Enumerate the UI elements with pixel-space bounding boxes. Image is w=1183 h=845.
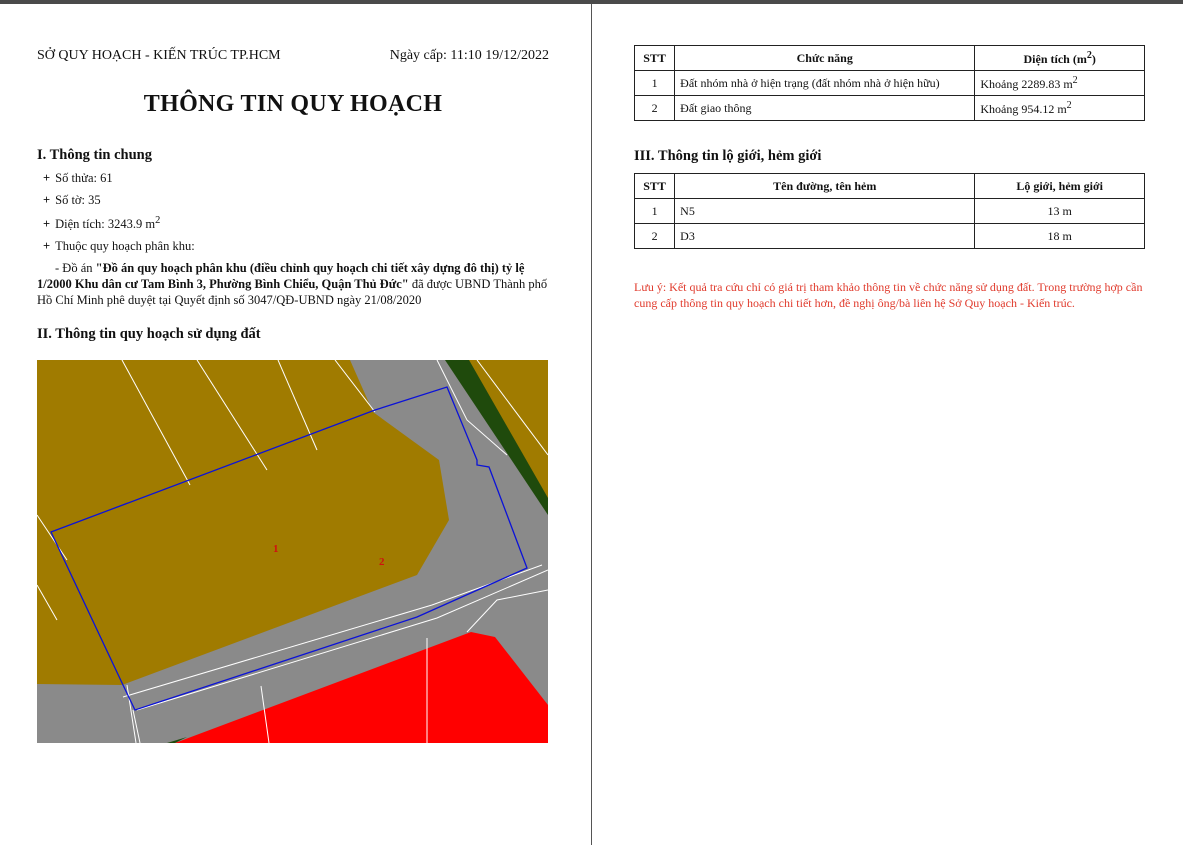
plus-bullet: + <box>43 193 51 207</box>
right-page <box>634 45 1145 311</box>
table-header-row <box>635 174 1145 199</box>
col-stt: STT <box>635 174 675 199</box>
document-header <box>37 44 549 68</box>
col-function: Chức năng <box>675 46 975 71</box>
plus-bullet: + <box>43 217 51 232</box>
table-row: 1 Đất nhóm nhà ở hiện trạng (đất nhóm nhà ở hiện hữu) Khoảng 2289.83 $m^2$ <box>635 71 1145 96</box>
table-row: 2 D3 18 m <box>635 224 1145 249</box>
plus-bullet: + <box>43 239 51 254</box>
zoning-plan-label: + Thuộc quy hoạch phân khu: <box>43 239 195 254</box>
table-header-row <box>635 46 1145 71</box>
col-stt: STT <box>635 46 675 71</box>
organization-name: SỞ QUY HOẠCH - KIẾN TRÚC TP.HCM <box>37 48 281 63</box>
zone-label-2: 2 <box>379 556 385 568</box>
col-area: Diện tích $(m^2)$ <box>975 46 1145 71</box>
table-row: 1 N5 13 m <box>635 199 1145 224</box>
parcel-area: + Diện tích: 3243.9 $m^2$ <box>43 215 161 232</box>
plan-name: "Đồ án quy hoạch phân khu (điều chỉnh quy hoạch chi tiết xây dựng đô thị) tỷ lệ 1/2000 Khu dân cư Tam Bình 3, Phường Bình Chiểu, Quận Thủ Đức" <box>37 261 525 292</box>
zoning-plan-note: - Đồ án "Đồ án quy hoạch phân khu (điều chỉnh quy hoạch chi tiết xây dựng đô thị) tỷ lệ 1/2000 Khu dân cư Tam Bình 3, Phường Bình Chiểu, Quận Thủ Đức" đã được UBND Thành phố Hồ Chí Minh phê duyệt tại Quyết định số 3047/QĐ-UBND ngày 21/08/2020 <box>37 261 548 308</box>
parcel-number: + Số thửa: 61 <box>43 171 113 185</box>
zone-label-1: 1 <box>273 543 279 555</box>
section-road-heading: III. Thông tin lộ giới, hẻm giới <box>634 148 822 164</box>
landuse-table <box>634 45 1145 121</box>
table-row: 2 Đất giao thông Khoảng 954.12 $m^2$ <box>635 96 1145 121</box>
disclaimer-note: Lưu ý: Kết quả tra cứu chỉ có giá trị tham khảo thông tin về chức năng sử dụng đất. Trong trường hợp cần cung cấp thông tin quy hoạch chi tiết hơn, đề nghị ông/bà liên hệ Sở Quy hoạch - Kiến trúc. <box>634 280 1143 310</box>
road-width-table <box>634 173 1145 249</box>
landuse-map[interactable] <box>37 360 548 743</box>
left-page <box>37 44 549 343</box>
col-road-width: Lộ giới, hẻm giới <box>975 174 1145 199</box>
page-title: THÔNG TIN QUY HOẠCH <box>143 91 443 117</box>
page-divider <box>591 4 592 845</box>
col-road-name: Tên đường, tên hẻm <box>675 174 975 199</box>
section-general-heading: I. Thông tin chung <box>37 147 152 163</box>
section-landuse-heading: II. Thông tin quy hoạch sử dụng đất <box>37 326 261 343</box>
sheet-number: + Số tờ: 35 <box>43 193 101 207</box>
issue-date: Ngày cấp: 11:10 19/12/2022 <box>389 48 549 63</box>
plus-bullet: + <box>43 171 51 185</box>
